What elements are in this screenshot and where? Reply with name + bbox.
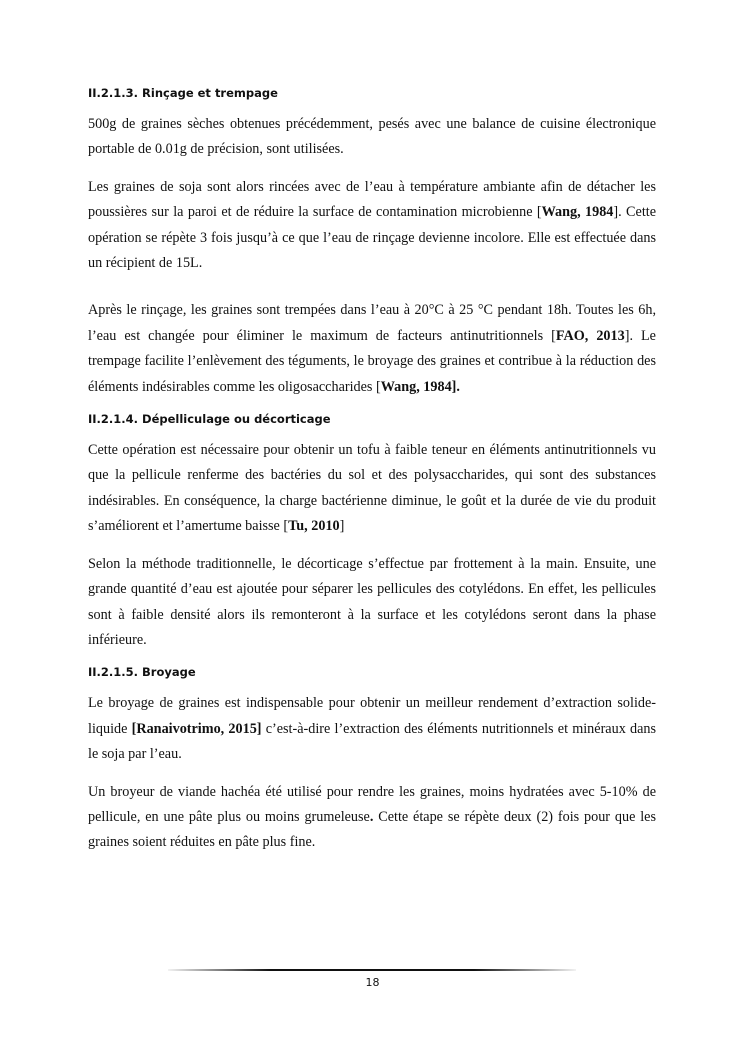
citation: Wang, 1984]. [380,378,460,395]
footer-divider [168,969,576,971]
paragraph: Le broyage de graines est indispensable pour obtenir un meilleur rendement d’extraction solide-liquide [Ranaivotrimo, 2015] c’est-à-dire l’extraction des éléments nutritionnels et minéraux dans le soja par l’eau. [88,695,656,763]
paragraph: Cette opération est nécessaire pour obtenir un tofu à faible teneur en éléments antinutritionnels vu que la pellicule renferme des bactéries du sol et des polysaccharides, qui sont des substances indésirables. En conséquence, la charge bactérienne diminue, le goût et la durée de vie du produit s’améliorent et l’amertume baisse [Tu, 2010] [88,442,656,535]
citation: [Ranaivotrimo, 2015] [131,720,262,737]
paragraph: Les graines de soja sont alors rincées avec de l’eau à température ambiante afin de détacher les poussières sur la paroi et de réduire la surface de contamination microbienne [Wang, 1984]. Cette opération se répète 3 fois jusqu’à ce que l’eau de rinçage devienne incolore. Elle est effectuée dans un récipient de 15L. [88,178,657,272]
page-number: 18 [365,976,380,989]
citation: FAO, 2013 [555,327,625,344]
paragraph: Après le rinçage, les graines sont trempées dans l’eau à 20°C à 25 °C pendant 18h. Toutes les 6h, l’eau est changée pour éliminer le maximum de facteurs antinutritionnels [FAO, 2013]. Le trempage facilite l’enlèvement des téguments, le broyage des graines et contribue à la réduction des éléments indésirables comme les oligosaccharides [Wang, 1984]. [88,302,656,395]
paragraph: Un broyeur de viande hachéa été utilisé pour rendre les graines, moins hydratées avec 5-10% de pellicule, en une pâte plus ou moins grumeleuse. Cette étape se répète deux (2) fois pour que les graines soient réduites en pâte plus fine. [88,783,656,851]
paragraph: 500g de graines sèches obtenues précédemment, pesés avec une balance de cuisine électronique portable de 0.01g de précision, sont utilisées. [88,116,656,158]
section-rincage-trempage [88,86,656,400]
section-depelliculage [88,412,656,653]
paragraph: Selon la méthode traditionnelle, le décorticage s’effectue par frottement à la main. Ensuite, une grande quantité d’eau est ajoutée pour séparer les pellicules des cotylédons. En effet, les pellicules sont à faible densité alors ils remonteront à la surface et les cotylédons seront dans la phase inférieure. [88,555,656,648]
section-heading: II.2.1.5. Broyage [88,665,196,680]
section-heading: II.2.1.3. Rinçage et trempage [88,86,278,100]
citation: Wang, 1984 [541,204,614,221]
citation: Tu, 2010 [288,518,340,535]
section-heading: II.2.1.4. Dépelliculage ou décorticage [88,412,331,427]
section-broyage [88,665,656,855]
page-content [88,86,656,868]
